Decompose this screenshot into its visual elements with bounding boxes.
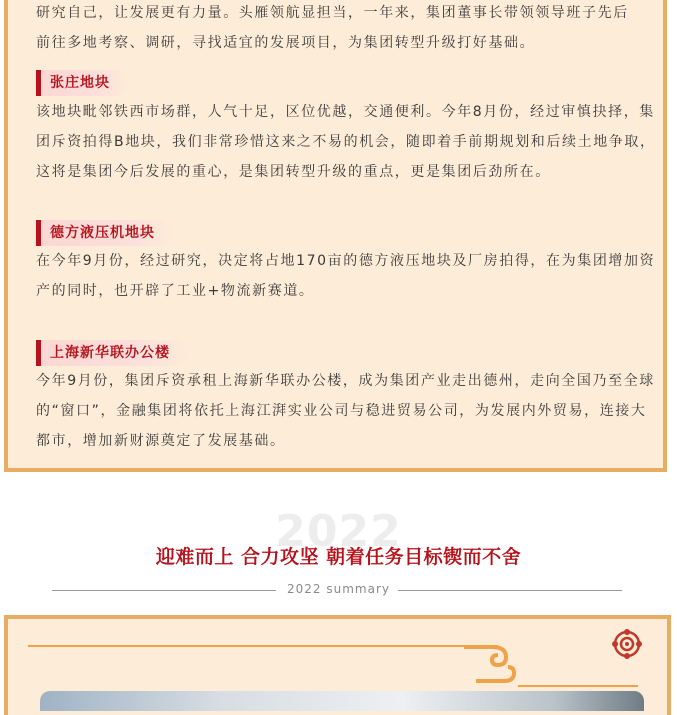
project-text-shanghai: 今年9月份，集团斥资承租上海新华联办公楼，成为集团产业走出德州，走向全国乃至全球的“窗口”，金融集团将依托上海江湃实业公司与稳进贸易公司，为发展内外贸易，连接大都市，增加新财源奠定了发展基础。 bbox=[36, 373, 655, 449]
year-watermark: 2022 bbox=[275, 506, 402, 557]
section-subtitle: 2022 summary bbox=[287, 582, 390, 596]
intro-line-2: 前往多地考察、调研，寻找适宜的发展项目，为集团转型升级打好基础。 bbox=[36, 35, 536, 51]
photo bbox=[40, 691, 644, 711]
project-title: 上海新华联办公楼 bbox=[41, 340, 188, 366]
flower-icon bbox=[612, 629, 642, 659]
project-heading-defang bbox=[36, 220, 173, 246]
intro-line-1: 研究自己，让发展更有力量。头雁领航显担当，一年来，集团董事长带领领导班子先后 bbox=[36, 5, 629, 21]
project-heading-shanghai bbox=[36, 340, 188, 366]
project-text-zhangzhuang: 该地块毗邻铁西市场群，人气十足，区位优越，交通便利。今年8月份，经过审慎抉择，集团斥资拍得B地块，我们非常珍惜这来之不易的机会，随即着手前期规划和后续土地争取，这将是集团今后发展的重心，是集团转型升级的重点，更是集团后劲所在。 bbox=[36, 104, 656, 180]
section-title: 迎难而上 合力攻坚 朝着任务目标锲而不舍 bbox=[155, 546, 522, 568]
project-text-defang: 在今年9月份，经过研究，决定将占地170亩的德方液压地块及厂房拍得，在为集团增加资产的同时，也开辟了工业+物流新赛道。 bbox=[36, 253, 656, 299]
project-title: 德方液压机地块 bbox=[41, 220, 173, 246]
project-heading-zhangzhuang bbox=[36, 70, 128, 96]
content-card bbox=[4, 0, 667, 472]
auspicious-cloud-icon bbox=[462, 641, 522, 691]
decorative-line bbox=[518, 685, 638, 687]
next-card bbox=[4, 615, 671, 715]
divider-right bbox=[398, 590, 622, 591]
project-title: 张庄地块 bbox=[41, 70, 128, 96]
decorative-line bbox=[28, 645, 498, 647]
